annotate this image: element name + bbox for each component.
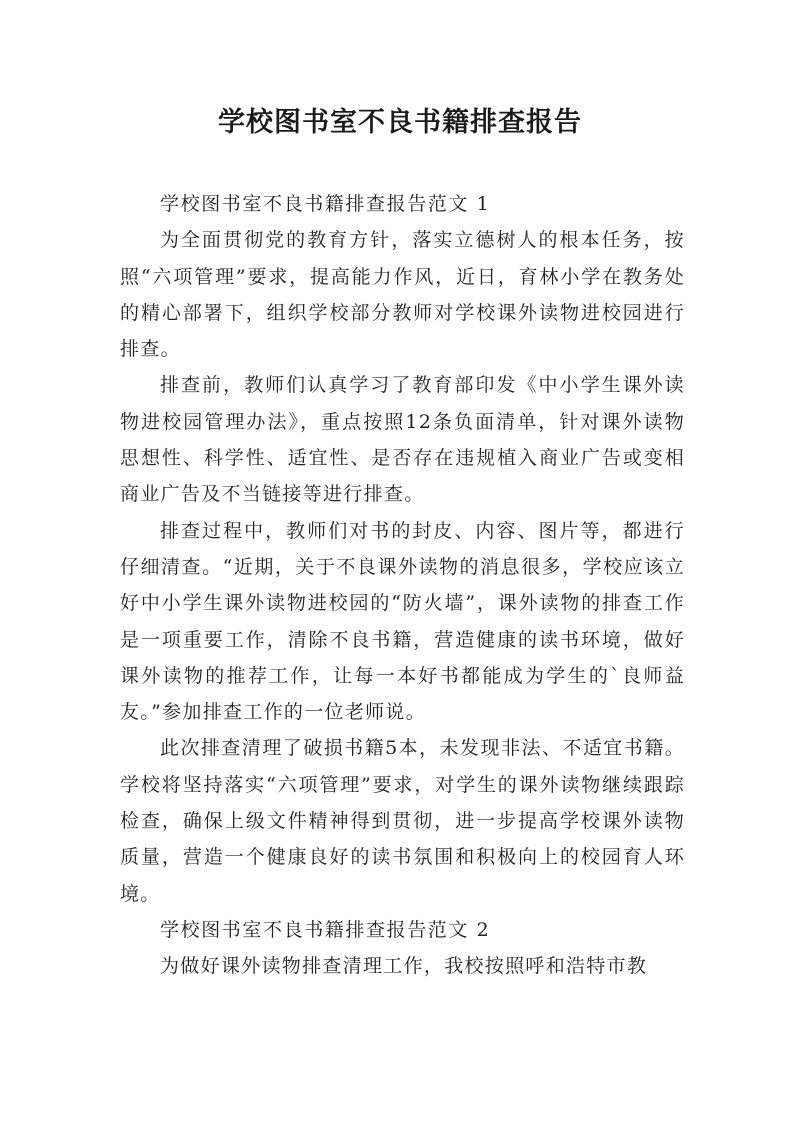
- document-title: 学校图书室不良书籍排查报告: [218, 107, 582, 138]
- paragraph-1-4: 此次排查清理了破损书籍5本，未发现非法、不适宜书籍。学校将坚持落实“六项管理”要求，对学生的课外读物继续跟踪检查，确保上级文件精神得到贯彻，进一步提高学校课外读物质量，营造一个健康良好的读书氛围和积极向上的校园育人环境。: [120, 737, 685, 905]
- paragraph-1-3: 排查过程中，教师们对书的封皮、内容、图片等，都进行仔细清查。“近期，关于不良课外读物的消息很多，学校应该立好中小学生课外读物进校园的“防火墙”，课外读物的排查工作是一项重要工作，清除不良书籍，营造健康的读书环境，做好课外读物的推荐工作，让每一本好书都能成为学生的`良师益友。”参加排查工作的一位老师说。: [120, 519, 685, 724]
- paragraph-2-1: 为做好课外读物排查清理工作，我校按照呼和浩特市教: [160, 955, 648, 978]
- section-heading-1: 学校图书室不良书籍排查报告范文 1: [160, 193, 491, 215]
- paragraph-1-1: 为全面贯彻党的教育方针，落实立德树人的根本任务，按照“六项管理”要求，提高能力作风，近日，育林小学在教务处的精心部署下，组织学校部分教师对学校课外读物进校园进行排查。: [120, 229, 685, 361]
- paragraph-1-2: 排查前，教师们认真学习了教育部印发《中小学生课外读物进校园管理办法》，重点按照12条负面清单，针对课外读物思想性、科学性、适宜性、是否存在违规植入商业广告或变相商业广告及不当链接等进行排查。: [120, 374, 685, 506]
- section-heading-2: 学校图书室不良书籍排查报告范文 2: [160, 918, 491, 941]
- document-body: [120, 186, 685, 985]
